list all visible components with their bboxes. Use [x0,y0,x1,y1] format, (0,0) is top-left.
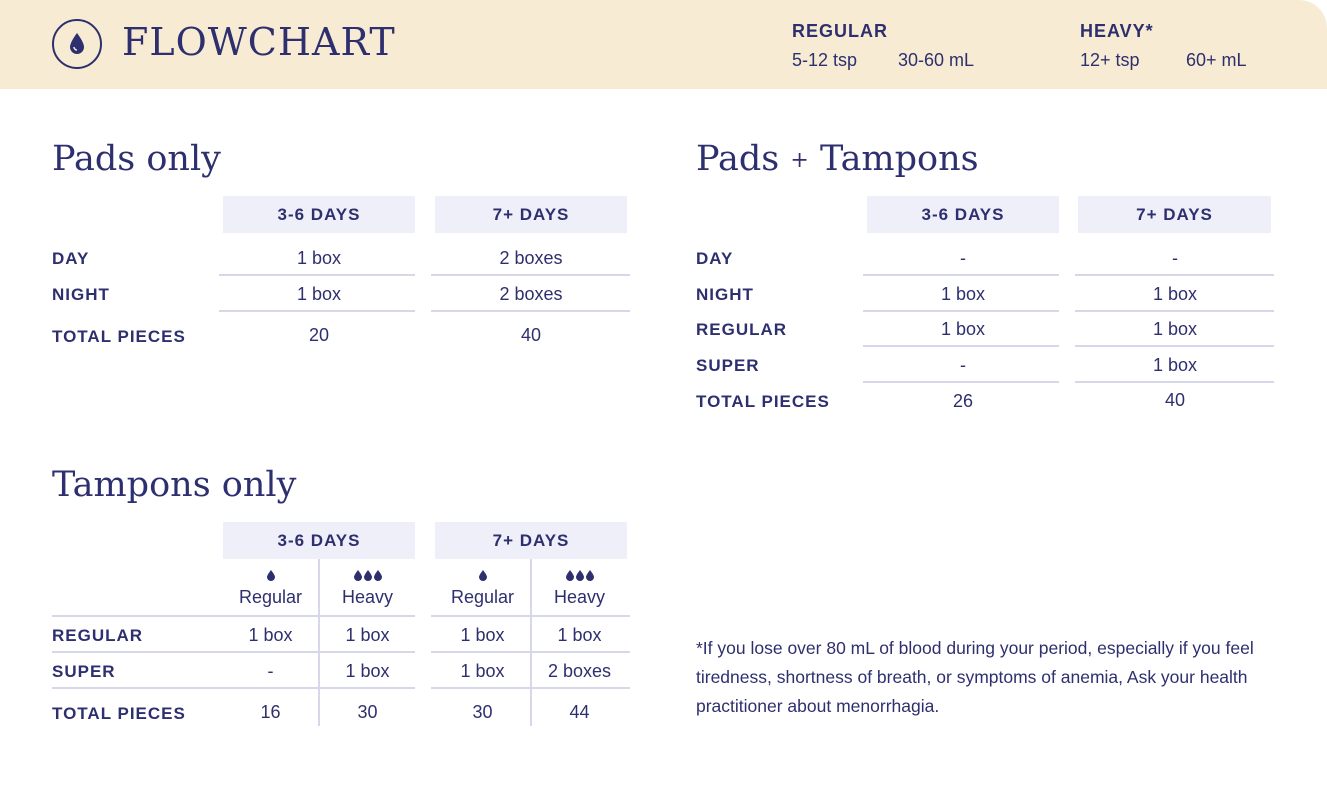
pads-only-col-7-days: 7+ DAYS [435,196,627,233]
tampons-only-row-label-regular: REGULAR [52,626,144,645]
pads-tampons-row-label-super: SUPER [696,356,760,375]
tampons-only-col-3-6-days: 3-6 DAYS [223,522,415,559]
pads-only-row-label-night: NIGHT [52,285,110,304]
regular-flow-ml: 30-60 mL [898,50,975,70]
divider [431,615,630,617]
pads-tampons-total-cell: 40 [1164,390,1186,410]
pads-only-col-3-6-days: 3-6 DAYS [223,196,415,233]
tampons-only-total-cell: 44 [569,702,590,722]
regular-drops [435,568,530,586]
tampons-only-cell: 1 box [557,625,602,645]
divider [863,381,1059,383]
pads-tampons-title-plus: + [790,148,809,173]
pads-only-row-label-day: DAY [52,249,90,268]
divider [431,310,630,312]
divider [431,651,630,653]
divider [52,651,415,653]
drop-icon [354,570,362,581]
subcolumn-label: Regular [238,587,303,607]
divider [863,310,1059,312]
pads-tampons-cell: 1 box [940,319,986,339]
tampons-only-cell: - [267,661,274,681]
divider [1075,274,1274,276]
pads-only-cell: 2 boxes [499,248,563,268]
heavy-flow-label: HEAVY* [1080,21,1154,41]
pads-tampons-title [696,139,979,179]
divider [863,274,1059,276]
tampons-only-total-cell: 30 [357,702,378,722]
subcolumn-label: Regular [450,587,515,607]
header-banner [0,0,1327,89]
pads-only-cell: 2 boxes [499,284,563,304]
drop-icon [364,570,372,581]
subcolumn-label: Heavy [341,587,394,607]
pads-only-cell: 1 box [296,284,342,304]
heavy-flow-tsp: 12+ tsp [1080,50,1140,70]
divider [431,274,630,276]
footnote: *If you lose over 80 mL of blood during your period, especially if you feel tiredness, shortness of breath, or symptoms of anemia, Ask your health practitioner about menorrhagia. [696,638,1254,716]
pads-tampons-title-b: Tampons [819,139,979,179]
drop-icon [267,570,275,581]
tampons-only-total-cell: 16 [260,702,281,722]
tampons-only-cell: 1 box [345,625,390,645]
heavy-drops [532,568,627,586]
pads-tampons-row-label-regular: REGULAR [696,320,788,339]
divider [52,615,415,617]
pads-only-total-cell: 40 [520,325,542,345]
page-title: FLOWCHART [122,20,396,64]
drop-icon [586,570,594,581]
drop-icon [576,570,584,581]
pads-only-cell: 1 box [296,248,342,268]
subcolumn-label: Heavy [553,587,606,607]
pads-only-title: Pads only [52,139,221,179]
drop-icon [566,570,574,581]
tampons-only-title: Tampons only [52,465,297,505]
pads-only-row-label-total: TOTAL PIECES [52,327,186,346]
pads-tampons-total-cell: 26 [952,391,974,411]
logo-badge [52,19,102,69]
tampons-only-cell: 2 boxes [547,661,612,681]
heavy-drops [320,568,415,586]
tampons-only-cell: 1 box [248,625,293,645]
drop-icon [374,570,382,581]
tampons-only-row-label-total: TOTAL PIECES [52,704,186,723]
pads-only-total-cell: 20 [308,325,330,345]
tampons-only-cell: 1 box [460,661,505,681]
tampons-only-cell: 1 box [345,661,390,681]
pads-tampons-cell: - [960,355,966,375]
pads-tampons-row-label-night: NIGHT [696,285,754,304]
drop-icon [479,570,487,581]
heavy-flow-ml: 60+ mL [1186,50,1247,70]
divider [863,345,1059,347]
pads-tampons-title-a: Pads [696,139,780,179]
divider [1075,310,1274,312]
tampons-only-row-label-super: SUPER [52,662,116,681]
pads-tampons-cell: - [1172,248,1178,268]
divider [219,274,415,276]
pads-tampons-row-label-day: DAY [696,249,734,268]
divider [1075,381,1274,383]
divider [431,687,630,689]
divider [219,310,415,312]
pads-tampons-col-7-days: 7+ DAYS [1078,196,1271,233]
pads-tampons-cell: 1 box [1152,284,1198,304]
pads-tampons-cell: 1 box [1152,319,1198,339]
regular-drops [223,568,318,586]
tampons-only-total-cell: 30 [472,702,493,722]
pads-tampons-cell: 1 box [1152,355,1198,375]
regular-flow-tsp: 5-12 tsp [792,50,858,70]
pads-tampons-cell: 1 box [940,284,986,304]
pads-tampons-cell: - [960,248,966,268]
divider [52,687,415,689]
tampons-only-col-7-days: 7+ DAYS [435,522,627,559]
blood-drop-icon [68,32,86,56]
tampons-only-cell: 1 box [460,625,505,645]
regular-flow-label: REGULAR [792,21,888,41]
pads-tampons-col-3-6-days: 3-6 DAYS [867,196,1059,233]
pads-tampons-row-label-total: TOTAL PIECES [696,392,830,411]
divider [1075,345,1274,347]
